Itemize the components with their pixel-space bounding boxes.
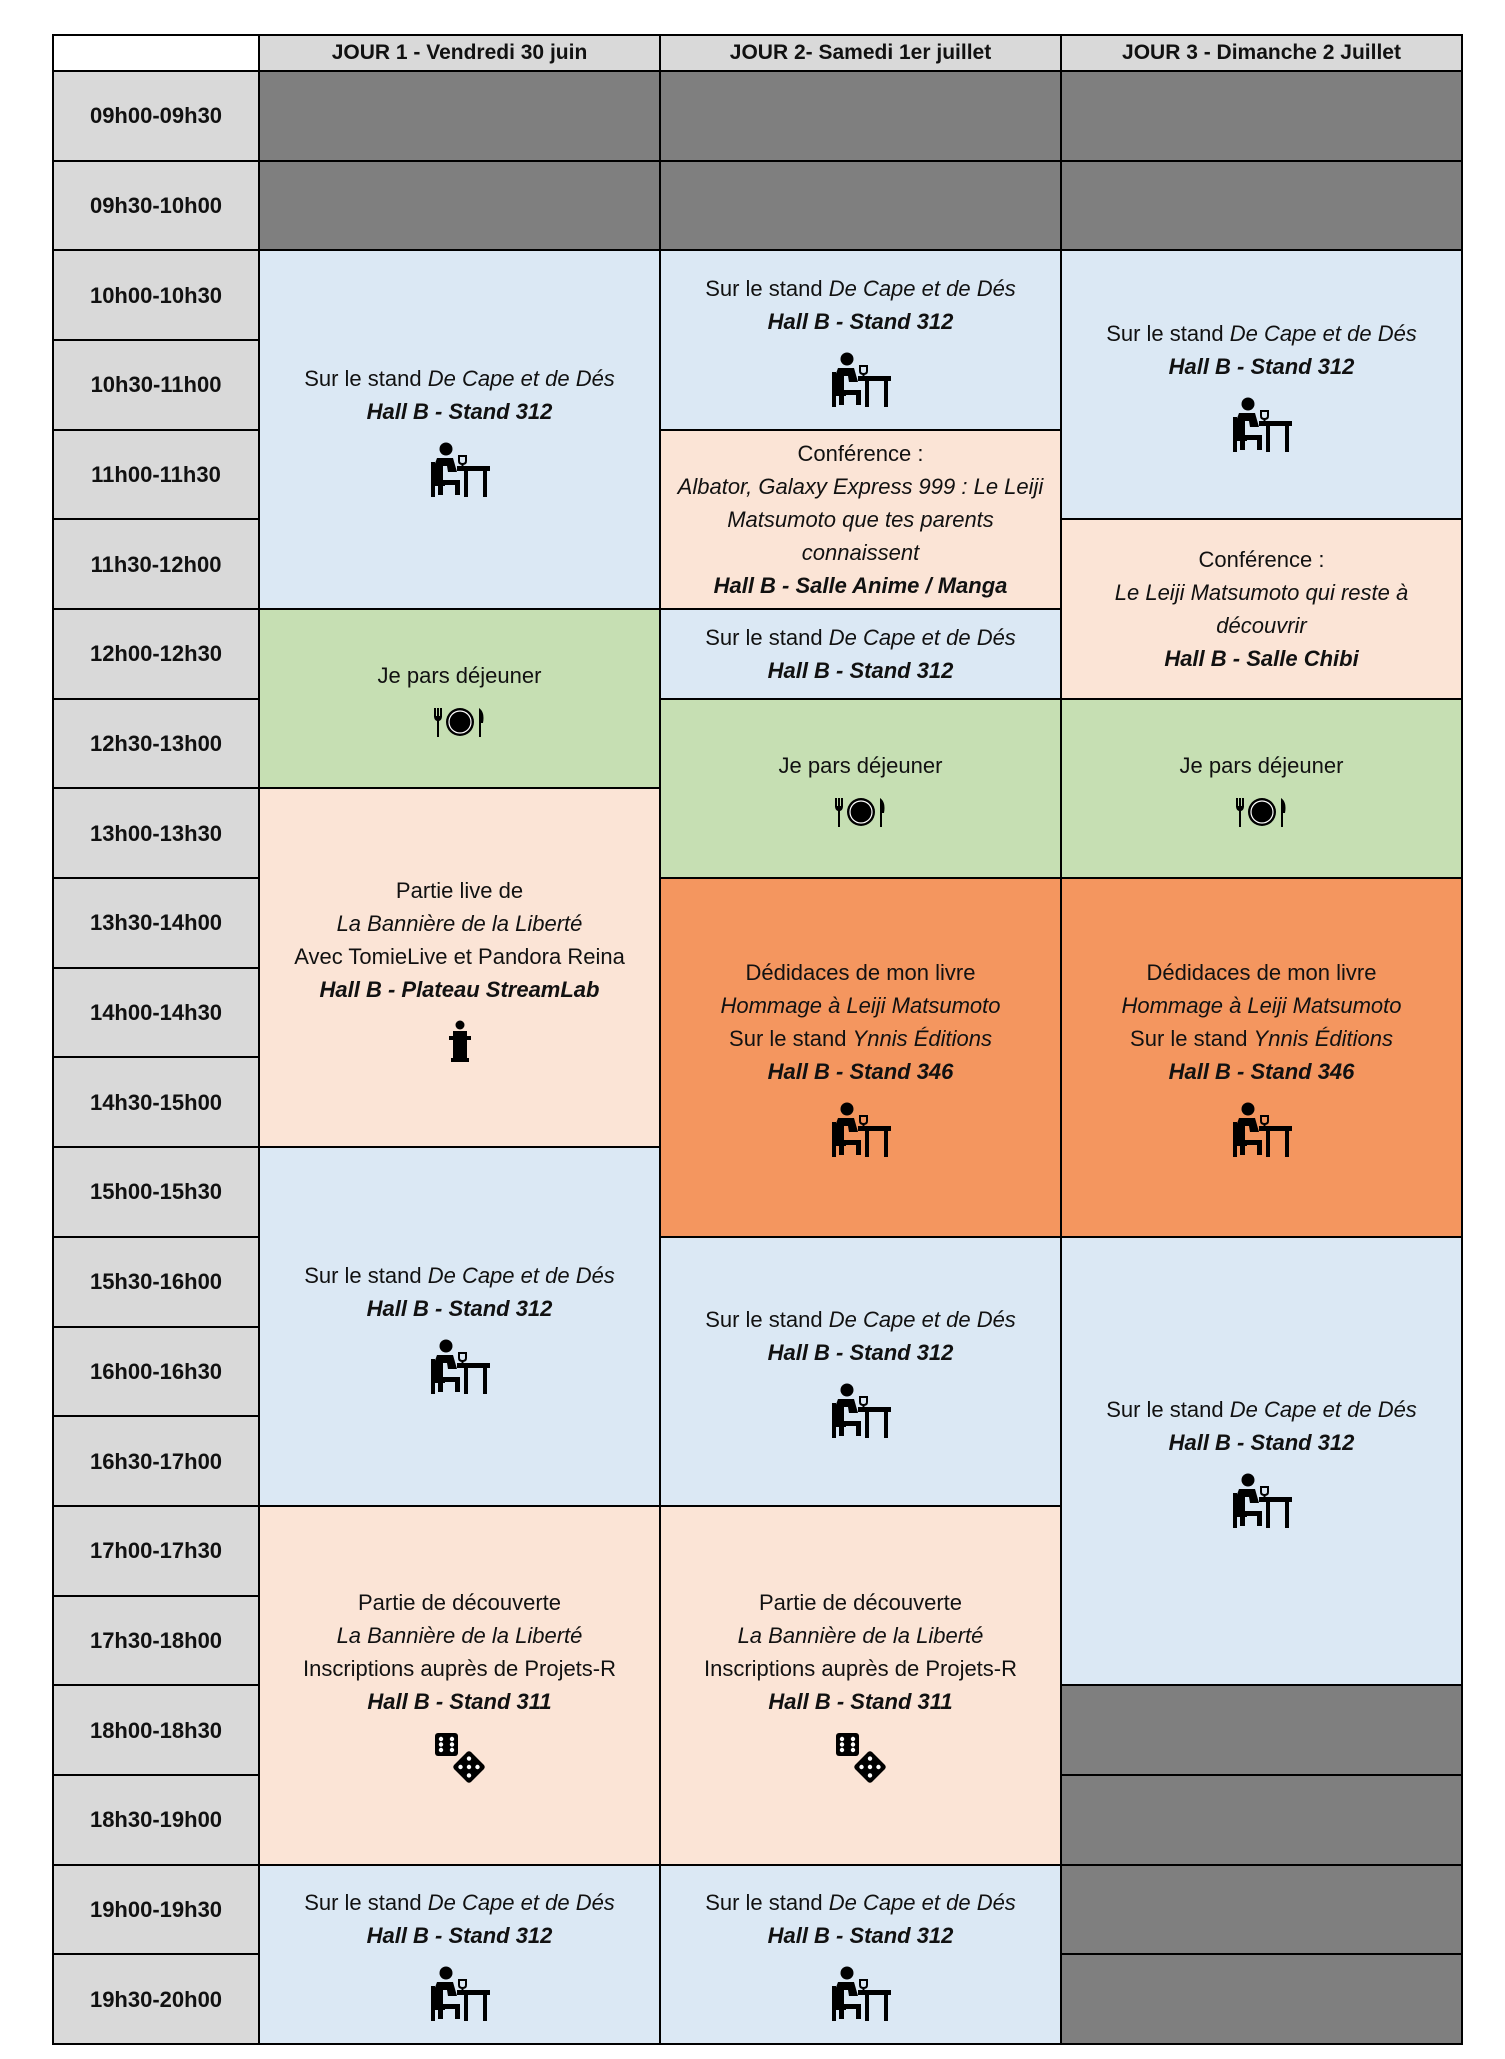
event-text-line <box>1199 543 1325 576</box>
event-text: Hall B - Stand 311 <box>768 1689 953 1715</box>
event-text-line <box>705 1886 1016 1919</box>
event-text: Hall B - Stand 312 <box>366 398 553 424</box>
event-text: Sur le stand <box>1106 1397 1230 1423</box>
event-text-line <box>304 1259 615 1292</box>
event-text-line <box>304 362 615 395</box>
desk-person-icon <box>830 1966 892 2022</box>
day-header-3: JOUR 3 - Dimanche 2 Juillet <box>1060 34 1463 72</box>
event-text-line <box>1169 1055 1355 1088</box>
time-slot: 10h00-10h30 <box>52 249 260 341</box>
time-slot: 15h30-16h00 <box>52 1236 260 1328</box>
event-text: Le Leiji Matsumoto qui reste à découvrir <box>1114 580 1409 639</box>
event-text: Sur le stand <box>1106 320 1230 346</box>
event-cell <box>1060 249 1463 520</box>
event-text: Hall B - Stand 312 <box>366 1295 553 1321</box>
event-text: La Bannière de la Liberté <box>336 910 583 936</box>
desk-person-icon <box>429 442 491 498</box>
event-text-line <box>367 1685 551 1718</box>
desk-person-icon <box>830 1383 892 1439</box>
desk-person-icon <box>830 1102 892 1158</box>
event-text-line <box>378 659 542 692</box>
event-cell <box>1060 1236 1463 1686</box>
event-cell <box>659 877 1062 1238</box>
event-text-line <box>704 1652 1017 1685</box>
event-text-line <box>768 654 954 687</box>
event-text-line <box>705 621 1016 654</box>
event-text-line <box>1180 749 1344 782</box>
empty-slot-cell <box>1060 1774 1463 1866</box>
event-text: Hall B - Stand 312 <box>1168 1430 1355 1456</box>
event-text: Hall B - Stand 312 <box>767 1923 954 1949</box>
event-text: De Cape et de Dés <box>1229 1397 1417 1423</box>
event-text-line <box>367 1919 553 1952</box>
event-text: La Bannière de la Liberté <box>336 1623 583 1649</box>
event-text-line <box>705 1303 1016 1336</box>
desk-person-icon <box>429 1966 491 2022</box>
time-slot: 09h00-09h30 <box>52 70 260 162</box>
empty-slot-cell <box>1060 160 1463 252</box>
time-slot: 16h00-16h30 <box>52 1326 260 1418</box>
dice-icon <box>835 1732 887 1784</box>
time-slot: 12h00-12h30 <box>52 608 260 700</box>
event-text: De Cape et de Dés <box>828 276 1016 302</box>
event-text-line <box>367 1292 553 1325</box>
event-text: Albator, Galaxy Express 999 : Le Leiji Matsumoto que tes parents connaissent <box>677 473 1044 565</box>
empty-slot-cell <box>659 160 1062 252</box>
time-slot: 09h30-10h00 <box>52 160 260 252</box>
event-cell <box>659 1505 1062 1866</box>
event-text-line <box>1121 989 1401 1022</box>
event-text-line <box>768 1919 954 1952</box>
time-slot: 13h00-13h30 <box>52 787 260 879</box>
event-text-line <box>759 1586 962 1619</box>
event-cell <box>258 787 661 1148</box>
event-text: Je pars déjeuner <box>377 663 542 689</box>
event-text: Hall B - Stand 312 <box>767 1340 954 1366</box>
time-slot: 10h30-11h00 <box>52 339 260 431</box>
desk-person-icon <box>1231 1102 1293 1158</box>
empty-slot-cell <box>258 70 661 162</box>
event-text: Hall B - Stand 312 <box>366 1923 553 1949</box>
time-slot: 11h00-11h30 <box>52 429 260 521</box>
event-text: Dédidaces de mon livre <box>1146 960 1377 986</box>
event-text: Hall B - Stand 311 <box>367 1689 552 1715</box>
event-text: Ynnis Éditions <box>1253 1026 1393 1052</box>
event-text: Hall B - Stand 312 <box>767 657 954 683</box>
event-text: Inscriptions auprès de Projets-R <box>703 1656 1018 1682</box>
event-cell <box>659 249 1062 430</box>
event-text: Sur le stand <box>705 1307 829 1333</box>
event-text-line <box>358 1586 561 1619</box>
event-text-line <box>1130 1022 1393 1055</box>
time-slot: 19h00-19h30 <box>52 1864 260 1956</box>
event-text-line <box>1147 956 1377 989</box>
empty-slot-cell <box>659 70 1062 162</box>
empty-slot-cell <box>1060 70 1463 162</box>
event-text: Hall B - Stand 312 <box>1168 353 1355 379</box>
empty-slot-cell <box>1060 1953 1463 2045</box>
event-text-line <box>720 989 1000 1022</box>
event-text-line <box>1106 1393 1417 1426</box>
event-text-line <box>367 395 553 428</box>
event-text: De Cape et de Dés <box>828 624 1016 650</box>
event-text: Hall B - Salle Chibi <box>1164 646 1359 672</box>
desk-person-icon <box>429 1339 491 1395</box>
event-text: Partie de découverte <box>758 1590 963 1616</box>
plate-cutlery-icon <box>834 796 888 828</box>
event-cell <box>659 698 1062 879</box>
event-cell <box>1060 877 1463 1238</box>
time-slot: 13h30-14h00 <box>52 877 260 969</box>
event-text: Sur le stand <box>705 276 829 302</box>
event-text-line <box>320 973 600 1006</box>
event-text-line <box>768 1685 952 1718</box>
event-text-line <box>1106 317 1417 350</box>
event-text-line <box>337 1619 583 1652</box>
event-cell <box>659 1864 1062 2045</box>
event-text-line <box>746 956 976 989</box>
event-text: Conférence : <box>1198 547 1325 573</box>
event-text: Hommage à Leiji Matsumoto <box>1121 993 1402 1019</box>
event-text: Conférence : <box>797 440 924 466</box>
event-cell <box>659 1236 1062 1507</box>
event-text-line <box>294 940 625 973</box>
event-cell <box>1060 518 1463 699</box>
time-slot: 18h00-18h30 <box>52 1684 260 1776</box>
event-text: Sur le stand <box>705 624 829 650</box>
podium-speaker-icon <box>447 1020 473 1062</box>
event-text: Sur le stand <box>304 1262 428 1288</box>
plate-cutlery-icon <box>1235 796 1289 828</box>
desk-person-icon <box>830 352 892 408</box>
schedule-grid <box>52 34 1461 2033</box>
event-text: Sur le stand <box>729 1026 853 1052</box>
event-text-line <box>714 569 1008 602</box>
event-text: De Cape et de Dés <box>427 365 615 391</box>
event-text: Sur le stand <box>1130 1026 1254 1052</box>
event-text-line <box>303 1652 616 1685</box>
event-text: Hall B - Stand 346 <box>767 1059 954 1085</box>
time-slot: 11h30-12h00 <box>52 518 260 610</box>
event-text-line <box>1164 642 1358 675</box>
event-text: Hall B - Plateau StreamLab <box>319 976 600 1002</box>
event-cell <box>258 1146 661 1507</box>
event-text: Inscriptions auprès de Projets-R <box>302 1656 617 1682</box>
event-text: Sur le stand <box>304 365 428 391</box>
event-cell <box>258 608 661 789</box>
event-text-line <box>738 1619 984 1652</box>
event-text: La Bannière de la Liberté <box>737 1623 984 1649</box>
event-text-line <box>1062 576 1461 642</box>
event-text: De Cape et de Dés <box>427 1890 615 1916</box>
event-cell <box>258 1864 661 2045</box>
time-slot: 16h30-17h00 <box>52 1415 260 1507</box>
plate-cutlery-icon <box>433 706 487 738</box>
empty-slot-cell <box>1060 1684 1463 1776</box>
time-slot: 17h00-17h30 <box>52 1505 260 1597</box>
event-text: Hall B - Stand 346 <box>1168 1059 1355 1085</box>
event-text: Avec TomieLive et Pandora Reina <box>294 943 625 969</box>
event-text-line <box>661 470 1060 569</box>
event-cell <box>258 249 661 610</box>
event-text-line <box>1169 1426 1355 1459</box>
corner-cell <box>52 34 260 72</box>
event-text: De Cape et de Dés <box>828 1890 1016 1916</box>
event-cell <box>659 608 1062 700</box>
event-text: De Cape et de Dés <box>427 1262 615 1288</box>
time-slot: 12h30-13h00 <box>52 698 260 790</box>
time-slot: 14h00-14h30 <box>52 967 260 1059</box>
event-text: Sur le stand <box>304 1890 428 1916</box>
event-text-line <box>729 1022 992 1055</box>
event-text: Hommage à Leiji Matsumoto <box>720 993 1001 1019</box>
event-text: Je pars déjeuner <box>778 752 943 778</box>
event-text-line <box>798 437 924 470</box>
event-cell <box>258 1505 661 1866</box>
day-header-2: JOUR 2- Samedi 1er juillet <box>659 34 1062 72</box>
empty-slot-cell <box>1060 1864 1463 1956</box>
time-slot: 14h30-15h00 <box>52 1056 260 1148</box>
time-slot: 18h30-19h00 <box>52 1774 260 1866</box>
time-slot: 17h30-18h00 <box>52 1595 260 1687</box>
event-text-line <box>779 749 943 782</box>
event-text: Sur le stand <box>705 1890 829 1916</box>
event-text-line <box>304 1886 615 1919</box>
event-cell <box>1060 698 1463 879</box>
event-text: Hall B - Stand 312 <box>767 309 954 335</box>
time-slot: 15h00-15h30 <box>52 1146 260 1238</box>
event-text-line <box>705 272 1016 305</box>
event-text: Partie live de <box>395 877 524 903</box>
event-text-line <box>768 305 954 338</box>
event-text: Dédidaces de mon livre <box>745 960 976 986</box>
event-text: De Cape et de Dés <box>828 1307 1016 1333</box>
empty-slot-cell <box>258 160 661 252</box>
event-text-line <box>1169 350 1355 383</box>
event-text-line <box>337 907 583 940</box>
time-slot: 19h30-20h00 <box>52 1953 260 2045</box>
event-text: Partie de découverte <box>357 1590 562 1616</box>
desk-person-icon <box>1231 1473 1293 1529</box>
event-text: Hall B - Salle Anime / Manga <box>713 572 1008 598</box>
event-text: De Cape et de Dés <box>1229 320 1417 346</box>
event-cell <box>659 429 1062 610</box>
event-text-line <box>768 1336 954 1369</box>
desk-person-icon <box>1231 397 1293 453</box>
event-text: Je pars déjeuner <box>1179 752 1344 778</box>
dice-icon <box>434 1732 486 1784</box>
day-header-1: JOUR 1 - Vendredi 30 juin <box>258 34 661 72</box>
event-text: Ynnis Éditions <box>852 1026 992 1052</box>
event-text-line <box>768 1055 954 1088</box>
event-text-line <box>396 874 523 907</box>
